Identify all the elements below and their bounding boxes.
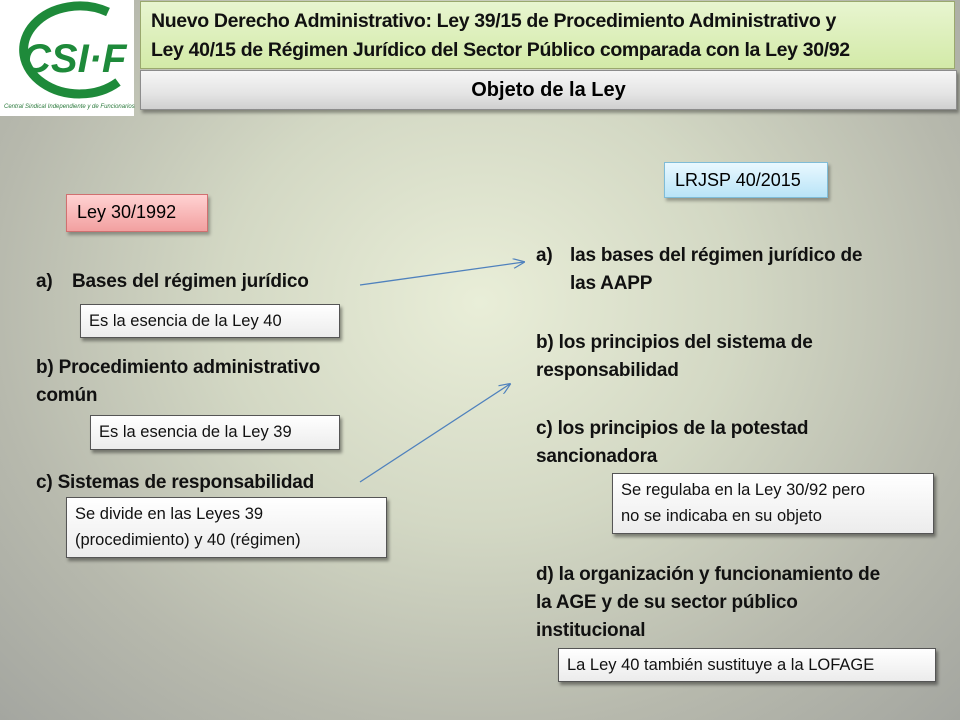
left-note-b: Es la esencia de la Ley 39 — [90, 415, 340, 450]
ley-30-1992-tag: Ley 30/1992 — [66, 194, 208, 232]
right-item-a-line1: las bases del régimen jurídico de — [570, 245, 863, 266]
left-item-a-text: Bases del régimen jurídico — [72, 271, 309, 292]
logo-text: CSI·F — [22, 37, 127, 81]
right-item-b-line2: responsabilidad — [536, 360, 679, 381]
header-title-line1: Nuevo Derecho Administrativo: Ley 39/15 de Procedimiento Administrativo y — [151, 10, 836, 32]
logo-caption: Central Sindical Independiente y de Funcionarios — [4, 104, 135, 110]
left-note-c-line1: Se divide en las Leyes 39 — [75, 505, 264, 523]
right-item-a-letter: a) — [536, 245, 553, 266]
arrow-c-to-b — [360, 384, 510, 482]
right-item-d-line3: institucional — [536, 620, 646, 641]
right-note-c-line2: no se indicaba en su objeto — [621, 507, 822, 525]
right-item-b-line1: b) los principios del sistema de — [536, 332, 813, 353]
left-note-c-line2: (procedimiento) y 40 (régimen) — [75, 531, 301, 549]
right-item-a-line2: las AAPP — [570, 273, 653, 294]
right-item-c-line1: c) los principios de la potestad — [536, 418, 809, 439]
right-item-d-line2: la AGE y de su sector público — [536, 592, 798, 613]
right-item-c-line2: sancionadora — [536, 446, 658, 467]
lrjsp-40-2015-tag: LRJSP 40/2015 — [664, 162, 828, 198]
left-note-a: Es la esencia de la Ley 40 — [80, 304, 340, 338]
arrow-a-to-a — [360, 262, 524, 285]
header-title-line2: Ley 40/15 de Régimen Jurídico del Sector Público comparada con la Ley 30/92 — [151, 39, 850, 61]
right-note-c-line1: Se regulaba en la Ley 30/92 pero — [621, 481, 866, 499]
left-item-b-line2: común — [36, 385, 98, 406]
left-item-c: c) Sistemas de responsabilidad — [36, 472, 315, 493]
page-title: Objeto de la Ley — [140, 70, 957, 110]
left-item-b-line1: b) Procedimiento administrativo — [36, 357, 321, 378]
right-item-d-line1: d) la organización y funcionamiento de — [536, 564, 880, 585]
right-note-d: La Ley 40 también sustituye a la LOFAGE — [558, 648, 936, 682]
left-item-a-letter: a) — [36, 271, 53, 292]
